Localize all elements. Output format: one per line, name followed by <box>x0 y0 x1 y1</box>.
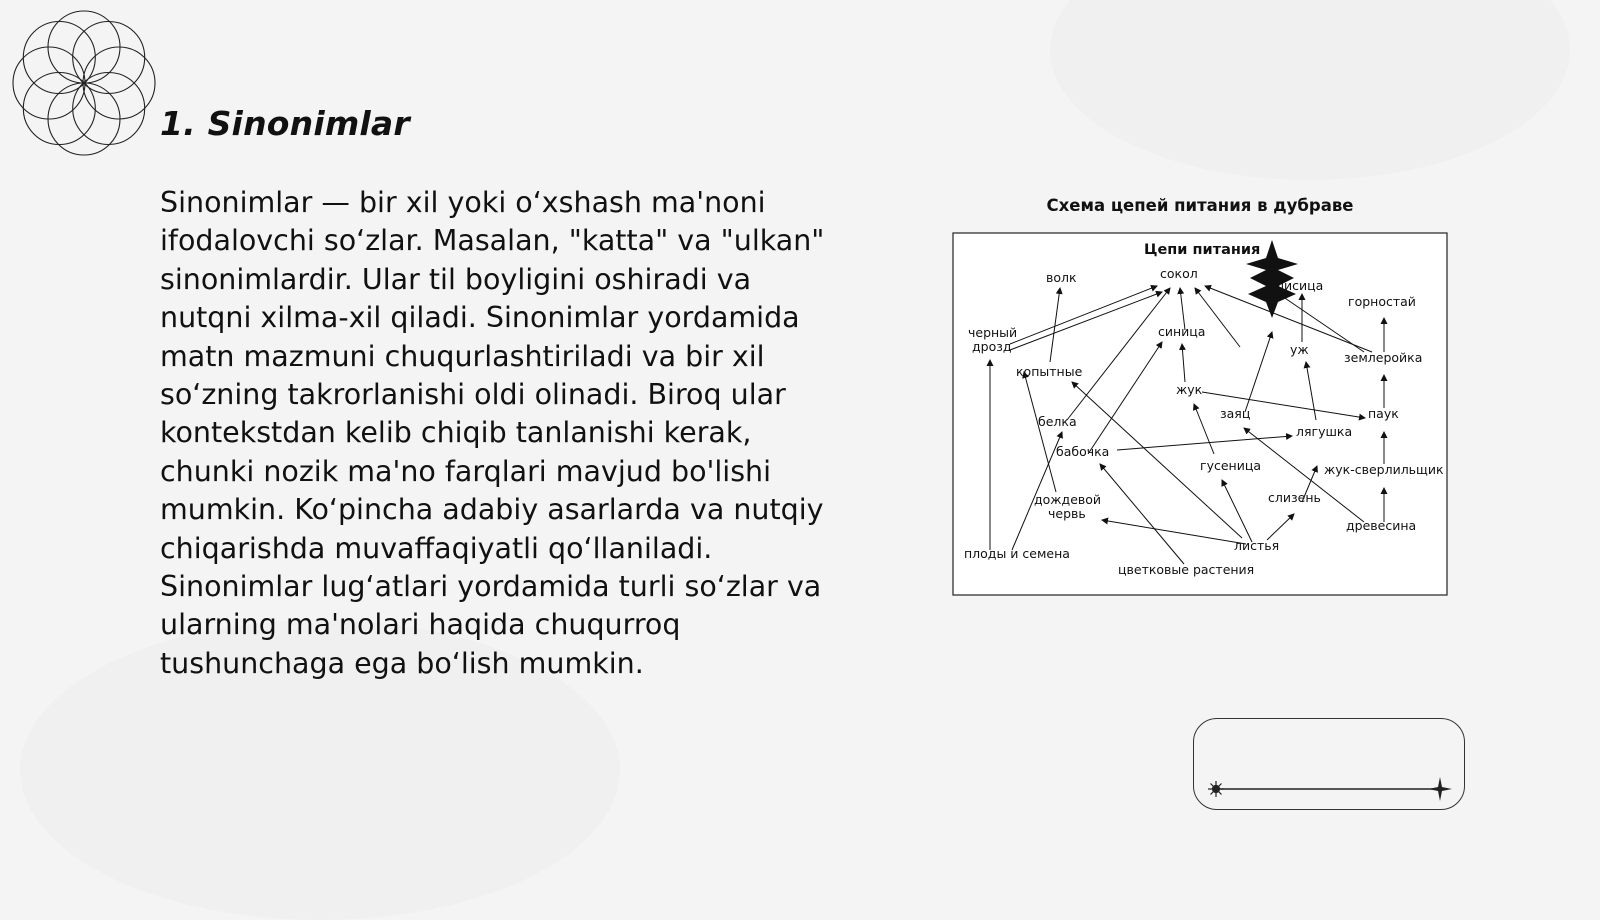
food-chain-diagram <box>952 232 1448 596</box>
figure-caption: Схема цепей питания в дубраве <box>1046 196 1354 215</box>
node-plody-i-semena: плоды и семена <box>964 546 1070 561</box>
slide-title: 1. Sinonimlar <box>160 104 410 143</box>
node-babochka: бабочка <box>1056 444 1110 459</box>
food-chain-figure <box>950 196 1450 604</box>
progress-track <box>1194 719 1466 811</box>
progress-indicator <box>1193 718 1465 810</box>
node-belka: белка <box>1038 414 1077 429</box>
node-kopytnye: копытные <box>1016 364 1083 379</box>
node-pauk: паук <box>1368 406 1399 421</box>
node-sokol: сокол <box>1160 266 1198 281</box>
node-zhuk: жук <box>1176 382 1203 397</box>
sparkle-star-icon <box>1428 777 1452 801</box>
node-volk: волк <box>1046 270 1077 285</box>
node-zayac: заяц <box>1220 406 1251 421</box>
node-sinica: синица <box>1158 324 1206 339</box>
interlocking-circles-ornament-icon <box>12 10 156 156</box>
node-gornostai: горностай <box>1348 294 1416 309</box>
node-zemleroika: землеройка <box>1344 350 1423 365</box>
background-texture <box>1050 0 1570 180</box>
node-dozhdevoi-cherv: дождевой <box>1034 492 1102 507</box>
node-cherny-drozd-2: дрозд <box>972 339 1012 354</box>
node-zhuk-sverlilshik: жук-сверлильщик <box>1324 462 1444 477</box>
node-listya: листья <box>1234 538 1280 553</box>
node-slizen: слизень <box>1268 490 1321 505</box>
node-gusenica: гусеница <box>1200 458 1261 473</box>
node-drevesina: древесина <box>1346 518 1417 533</box>
diagram-title: Цепи питания <box>1144 242 1261 258</box>
node-lyagushka: лягушка <box>1296 424 1353 439</box>
node-cherny-drozd: черный <box>968 325 1018 340</box>
node-uzh: уж <box>1290 342 1309 357</box>
node-lisica: лисица <box>1276 278 1324 293</box>
node-dozhdevoi-cherv-2: червь <box>1048 506 1086 521</box>
node-cvetkovye-rasteniya: цветковые растения <box>1118 562 1255 577</box>
body-paragraph: Sinonimlar — bir xil yoki o‘xshash ma'noni ifodalovchi so‘zlar. Masalan, "katta" va "ulkan" sinonimlardir. Ular til boyligini oshiradi va nutqni xilma-xil qiladi. Sinonimlar yordamida matn mazmuni chuqurlashtiriladi va bir xil so‘zning takrorlanishi oldi olinadi. Biroq ular kontekstdan kelib chiqib tanlanishi kerak, chunki nozik ma'no farqlari mavjud bo'lishi mumkin. Ko‘pincha adabiy asarlarda va nutqiy chiqarishda muvaffaqiyatli qo‘llaniladi. Sinonimlar lug‘atlari yordamida turli so‘zlar va ularning ma'nolari haqida chuqurroq tushunchaga ega bo‘lish mumkin. <box>160 186 825 680</box>
sun-burst-icon <box>1208 781 1224 797</box>
